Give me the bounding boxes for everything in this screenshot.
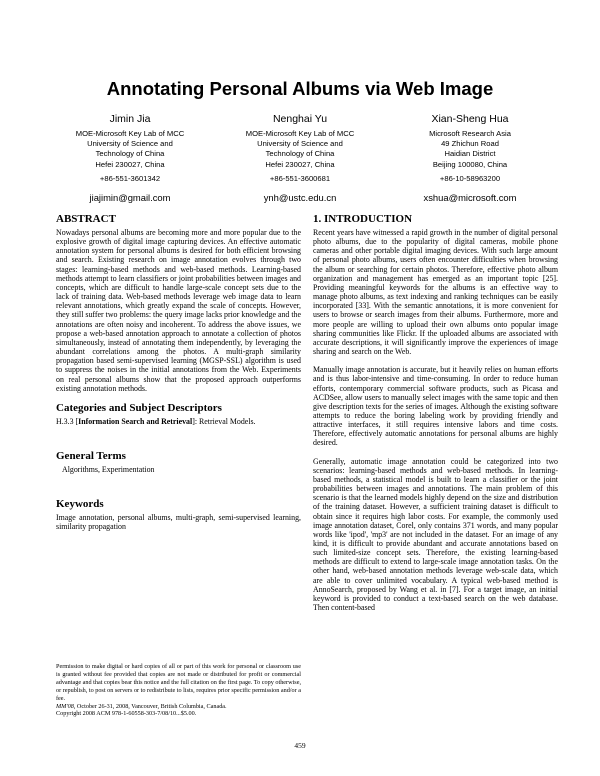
intro-paragraph-1: Recent years have witnessed a rapid growth in the number of digital personal photo albums, due to the popularity of digital cameras, mobile phone cameras and other portable digital imaging devices. With such large amount of personal photo albums, users often encounter difficulties when browsing the album or searching for certain photos. Therefore, effective photo album organization and management has emerged as an important topic [25]. Providing meaningful keywords for the albums is an effective way to manage photo albums, as text indexing and ranking techniques can be easily incorporated [33]. With the semantic annotations, it is more convenient for users to browse or search images from their albums. Furthermore, more and more people are willing to upload their own albums onto popular image sharing communities like Flickr. If the uploaded albums are associated with accurate descriptions, it will significantly improve the experiences of image sharing and search on the Web.	[313, 228, 558, 357]
copyright-line: Copyright 2008 ACM 978-1-60558-303-7/08/10...$5.00.	[56, 710, 197, 718]
paper-title: Annotating Personal Albums via Web Image	[106, 78, 494, 99]
author-phone: +86-551-3600681	[269, 173, 331, 183]
author-phone: +86-10-58963200	[439, 173, 501, 183]
copyright-footnote	[56, 663, 301, 718]
author-phone: +86-551-3601342	[99, 173, 161, 183]
permission-notice: Permission to make digital or hard copies of all or part of this work for personal or classroom use is granted without fee provided that copies are not made or distributed for profit or commercial advantage and that copies bear this notice and the full citation on the first page. To copy otherwise, or republish, to post on servers or to redistribute to lists, requires prior specific permission and/or a fee.	[56, 663, 301, 702]
author-affiliation: MOE-Microsoft Key Lab of MCC University of Science and Technology of China Hefei 230027, China	[245, 129, 355, 169]
general-terms-text: Algorithms, Experimentation	[62, 464, 155, 474]
author-name: Nenghai Yu	[272, 113, 328, 125]
author-name: Jimin Jia	[109, 113, 151, 125]
intro-paragraph-3: Generally, automatic image annotation could be categorized into two scenarios: learning-based methods and web-based methods. In learning-based methods, a statistical model is built to learn a classifier or the joint probabilities between images and annotations. The main problem of this scenario is that the learned models highly depend on the size and distribution of the training dataset. However, a sufficient training dataset is difficult to obtain since it requires high labor costs. For example, the commonly used image annotation dataset, Corel, only contains 371 words, and many popular words like 'ipod', 'mp3' are not included in the dataset. For an image of any kind, it is difficult to provide abundant and accurate annotations based on such limited-size concept sets. Therefore, the existing learning-based methods are difficult to extend to large-scale image annotation tasks. On the other hand, web-based annotation methods leverage web-scale data, which are able to cover unlimited vocabulary. A typical web-based method is AnnoSearch, proposed by Wang et al. in [7]. For a target image, an initial keyword is provided to conduct a text-based search on the web database. Then content-based	[313, 456, 558, 613]
keywords-heading: Keywords	[56, 498, 104, 511]
author-block-2	[205, 113, 395, 203]
conference-line: MM'08, October 26-31, 2008, Vancouver, British Columbia, Canada.	[56, 702, 227, 710]
right-column	[313, 213, 558, 612]
author-email: ynh@ustc.edu.cn	[263, 191, 337, 203]
page-number: 459	[294, 741, 306, 750]
author-affiliation: Microsoft Research Asia 49 Zhichun Road Haidian District Beijing 100080, China	[429, 129, 511, 169]
keywords-text: Image annotation, personal albums, multi-graph, semi-supervised learning, similarity propagation	[56, 513, 301, 532]
author-email: jiajimin@gmail.com	[89, 191, 171, 203]
intro-paragraph-2: Manually image annotation is accurate, but it heavily relies on human efforts and is thus labor-intensive and time-consuming. In order to reduce human efforts, contemporary commercial software products, such as Picasa and ACDSee, allow users to manually select images with the same topic and then give description texts for the series of images. Although the existing software attempts to reduce the boring labeling work by providing friendly and attractive interfaces, it still requires intensive labors and time costs. Therefore, effectively automatic annotations for personal albums are highly desired.	[313, 365, 558, 448]
left-column	[56, 213, 301, 531]
abstract-text: Nowadays personal albums are becoming more and more popular due to the explosive growth of digital image capturing devices. An effective automatic annotation system for personal albums is desired for both efficient browsing and search. Existing research on image annotation evolves through two stages: learning-based methods and web-based methods. Learning-based methods attempt to learn classifiers or joint probabilities between images and concepts, which are difficult to handle large-scale concept sets due to the lack of training data. Web-based methods leverage web image data to learn relevant annotations, which greatly expand the scale of concepts. However, they still suffer two problems: the query image lacks prior knowledge and the annotations are often noisy and incoherent. To address the above issues, we propose a web-based annotation approach to annotate a collection of photos simultaneously, instead of annotating them independently, by leveraging the abundant correlations among the photos. A multi-graph similarity propagation based semi-supervised learning (MGSP-SSL) algorithm is used to suppress the noises in the initial annotations from the Web. Experiments on real personal albums show that the proposed approach outperforms existing annotation methods.	[56, 228, 301, 393]
author-block-1	[35, 113, 225, 203]
author-block-3	[375, 113, 565, 203]
abstract-heading: ABSTRACT	[56, 213, 116, 225]
author-email: xshua@microsoft.com	[423, 191, 517, 203]
categories-heading: Categories and Subject Descriptors	[56, 401, 222, 414]
author-name: Xian-Sheng Hua	[431, 113, 509, 125]
categories-text: H.3.3 [Information Search and Retrieval]: Retrieval Models.	[56, 416, 256, 426]
author-affiliation: MOE-Microsoft Key Lab of MCC University of Science and Technology of China Hefei 230027, China	[75, 129, 185, 169]
introduction-heading: 1. INTRODUCTION	[313, 213, 413, 225]
general-terms-heading: General Terms	[56, 449, 126, 462]
